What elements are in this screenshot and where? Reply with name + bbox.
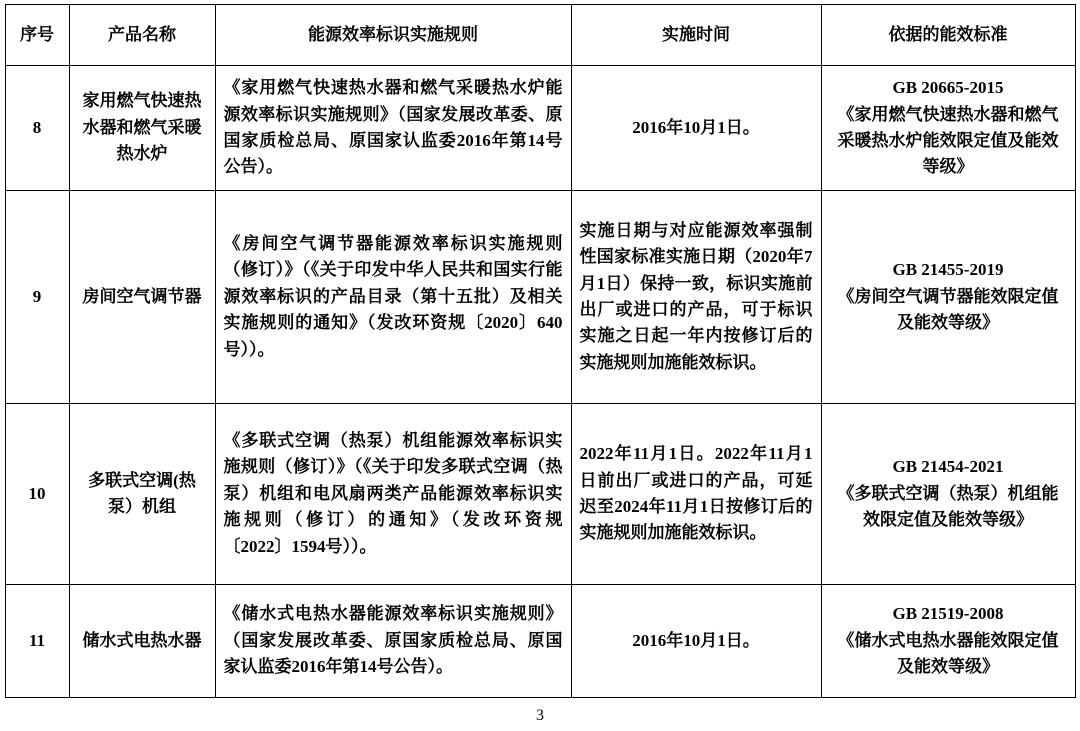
standard-code: GB 21454-2021 (892, 457, 1004, 477)
table-row (5, 585, 1075, 698)
cell-no: 10 (5, 404, 69, 585)
column-header-no: 序号 (5, 5, 69, 66)
standard-code: GB 21519-2008 (892, 604, 1004, 624)
cell-standard (821, 191, 1075, 404)
column-header-standard: 依据的能效标准 (821, 5, 1075, 66)
cell-standard (821, 585, 1075, 698)
cell-product-name: 家用燃气快速热水器和燃气采暖热水炉 (69, 66, 215, 191)
document-page (0, 4, 1080, 731)
cell-implementation-time: 实施日期与对应能源效率强制性国家标准实施日期（2020年7月1日）保持一致，标识实施前出厂或进口的产品，可于标识实施之日起一年内按修订后的实施规则加施能效标识。 (571, 191, 821, 404)
cell-no: 9 (5, 191, 69, 404)
column-header-implementation-rule: 能源效率标识实施规则 (215, 5, 571, 66)
energy-label-rules-table (5, 4, 1076, 698)
cell-no: 8 (5, 66, 69, 191)
cell-standard (821, 66, 1075, 191)
standard-code: GB 20665-2015 (892, 78, 1004, 98)
cell-product-name: 房间空气调节器 (69, 191, 215, 404)
table-header-row (5, 5, 1075, 66)
cell-product-name: 储水式电热水器 (69, 585, 215, 698)
cell-implementation-rule: 《家用燃气快速热水器和燃气采暖热水炉能源效率标识实施规则》（国家发展改革委、原国家质检总局、原国家认监委2016年第14号公告）。 (215, 66, 571, 191)
standard-name: 《家用燃气快速热水器和燃气采暖热水炉能效限定值及能效等级》 (837, 104, 1059, 177)
column-header-product-name: 产品名称 (69, 5, 215, 66)
page-number: 3 (536, 707, 544, 724)
table-header (5, 5, 1075, 66)
table-body (5, 66, 1075, 698)
standard-code: GB 21455-2019 (892, 260, 1004, 280)
table-row (5, 191, 1075, 404)
cell-product-name: 多联式空调(热泵）机组 (69, 404, 215, 585)
cell-standard (821, 404, 1075, 585)
cell-implementation-rule: 《储水式电热水器能源效率标识实施规则》（国家发展改革委、原国家质检总局、原国家认监委2016年第14号公告）。 (215, 585, 571, 698)
cell-no: 11 (5, 585, 69, 698)
cell-implementation-time: 2016年10月1日。 (571, 66, 821, 191)
cell-implementation-rule: 《多联式空调（热泵）机组能源效率标识实施规则（修订）》（《关于印发多联式空调（热泵）机组和电风扇两类产品能源效率标识实施规则（修订）的通知》（发改环资规〔2022〕1594号））。 (215, 404, 571, 585)
standard-name: 《房间空气调节器能效限定值及能效等级》 (837, 286, 1059, 333)
column-header-implementation-time: 实施时间 (571, 5, 821, 66)
standard-name: 《多联式空调（热泵）机组能效限定值及能效等级》 (837, 483, 1059, 530)
table-row (5, 66, 1075, 191)
cell-implementation-time: 2016年10月1日。 (571, 585, 821, 698)
cell-implementation-time: 2022年11月1日。2022年11月1日前出厂或进口的产品，可延迟至2024年11月1日按修订后的实施规则加施能效标识。 (571, 404, 821, 585)
cell-implementation-rule: 《房间空气调节器能源效率标识实施规则（修订）》（《关于印发中华人民共和国实行能源效率标识的产品目录（第十五批）及相关实施规则的通知》（发改环资规〔2020〕640号））。 (215, 191, 571, 404)
standard-name: 《储水式电热水器能效限定值及能效等级》 (837, 630, 1059, 677)
table-row (5, 404, 1075, 585)
